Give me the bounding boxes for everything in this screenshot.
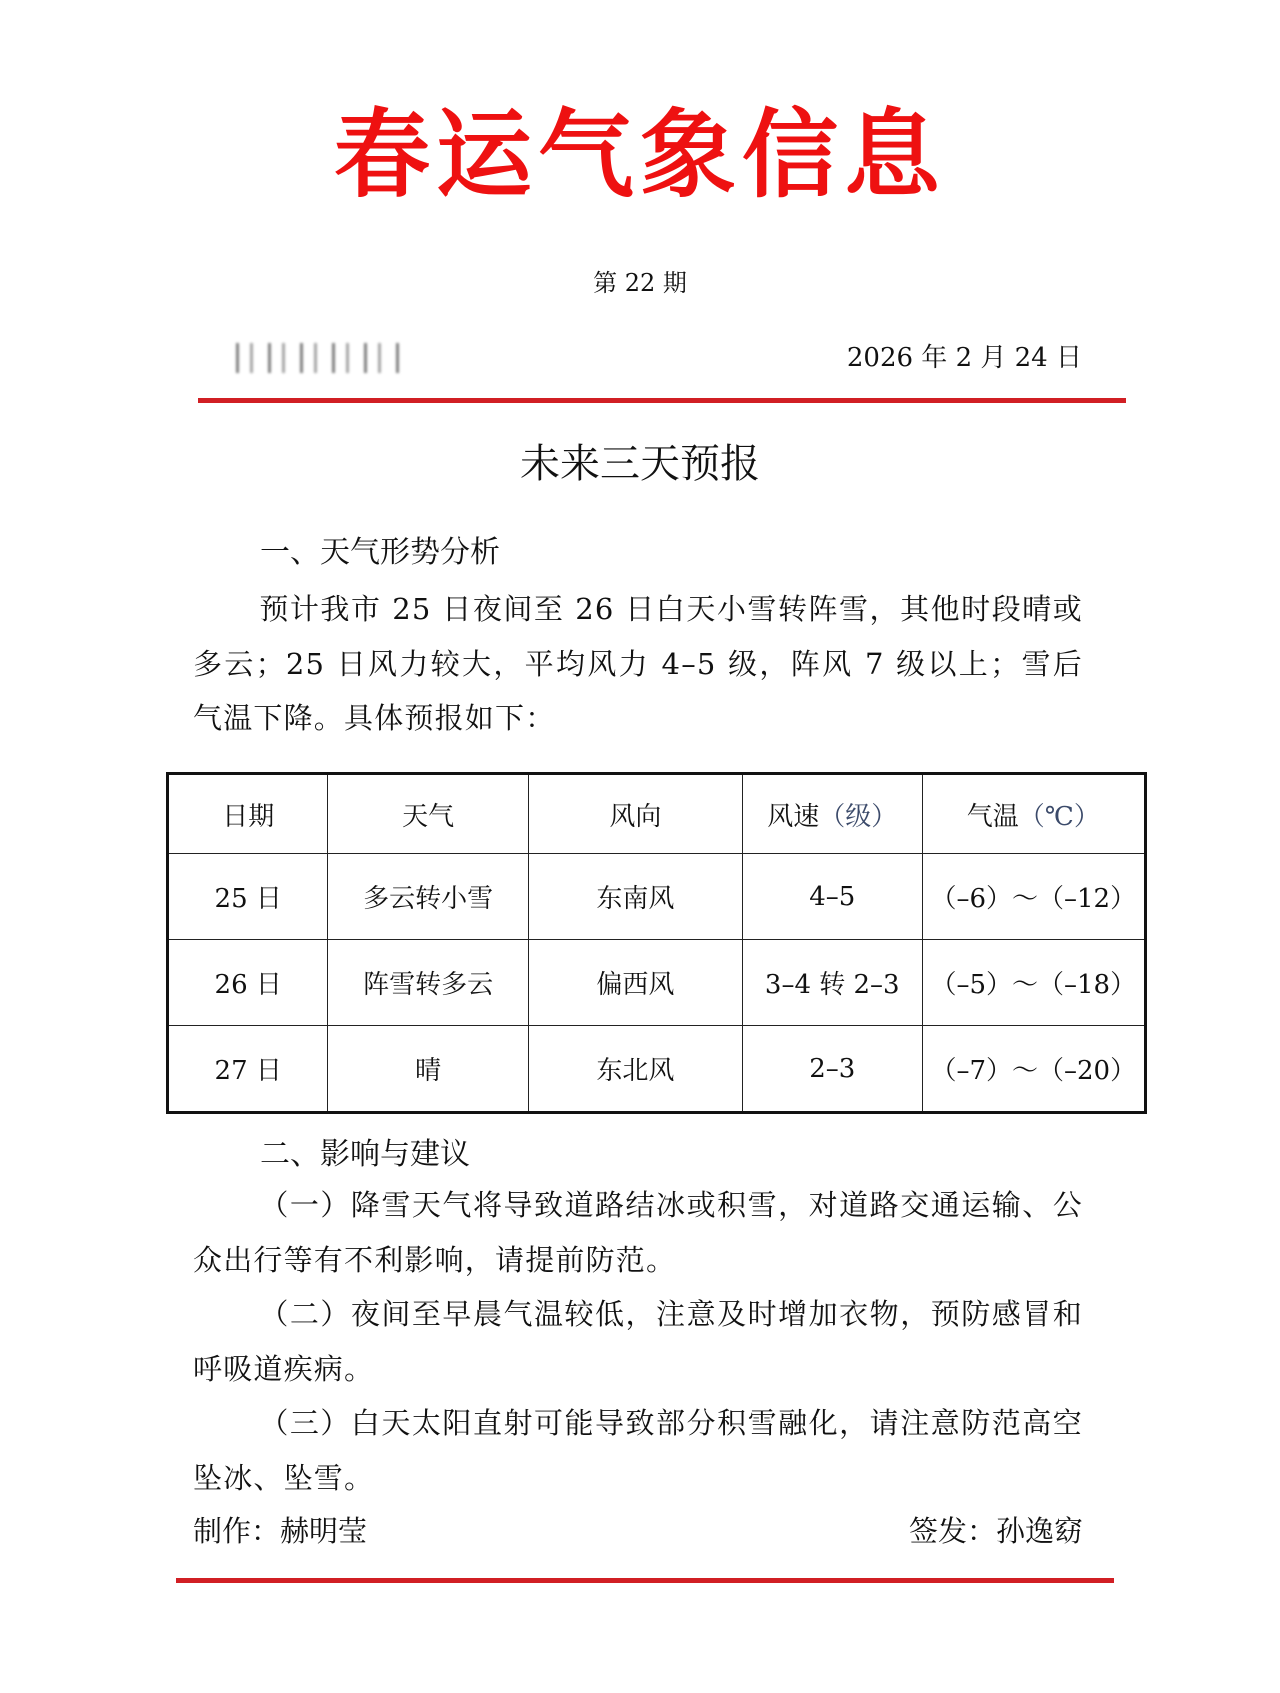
cell-date: 26 日: [168, 940, 328, 1026]
producer-signature: 制作：赫明莹: [193, 1514, 368, 1548]
section-heading-impacts: 二、影响与建议: [260, 1137, 470, 1172]
masthead-title: 春运气象信息: [334, 98, 946, 211]
section-heading-analysis: 一、天气形势分析: [260, 535, 500, 570]
header-temperature: 气温（℃）: [922, 774, 1145, 854]
cell-date: 25 日: [168, 854, 328, 940]
analysis-paragraph: [193, 582, 1083, 746]
table-row: [168, 854, 1146, 940]
cell-weather: 阵雪转多云: [328, 940, 528, 1026]
header-date: 日期: [168, 774, 328, 854]
cell-weather: 晴: [328, 1026, 528, 1113]
table-row: [168, 1026, 1146, 1113]
impact-item: （三）白天太阳直射可能导致部分积雪融化，请注意防范高空坠冰、坠雪。: [193, 1406, 1083, 1495]
cell-weather: 多云转小雪: [328, 854, 528, 940]
header-wind-speed: 风速（级）: [742, 774, 922, 854]
forecast-table: [166, 772, 1147, 1114]
header-red-rule: [198, 398, 1126, 403]
cell-wind-speed: 2–3: [742, 1026, 922, 1113]
cell-temperature: （–7）～（–20）: [922, 1026, 1145, 1113]
cell-wind-direction: 东北风: [528, 1026, 742, 1113]
table-row: [168, 940, 1146, 1026]
table-header-row: [168, 774, 1146, 854]
analysis-text: 预计我市 25 日夜间至 26 日白天小雪转阵雪，其他时段晴或多云；25 日风力较大，平均风力 4–5 级，阵风 7 级以上；雪后气温下降。具体预报如下：: [193, 592, 1083, 735]
redacted-org-name: [228, 343, 403, 373]
cell-date: 27 日: [168, 1026, 328, 1113]
cell-wind-speed: 4–5: [742, 854, 922, 940]
cell-wind-direction: 东南风: [528, 854, 742, 940]
impact-item: （二）夜间至早晨气温较低，注意及时增加衣物，预防感冒和呼吸道疾病。: [193, 1297, 1083, 1386]
document-title: 未来三天预报: [520, 441, 760, 487]
cell-wind-speed: 3–4 转 2–3: [742, 940, 922, 1026]
impact-item: （一）降雪天气将导致道路结冰或积雪，对道路交通运输、公众出行等有不利影响，请提前防范。: [193, 1188, 1083, 1277]
header-wind-direction: 风向: [528, 774, 742, 854]
footer-red-rule: [176, 1578, 1114, 1583]
issue-date: 2026 年 2 月 24 日: [846, 343, 1082, 373]
issue-number: 第 22 期: [593, 269, 687, 297]
cell-temperature: （–5）～（–18）: [922, 940, 1145, 1026]
header-weather: 天气: [328, 774, 528, 854]
cell-wind-direction: 偏西风: [528, 940, 742, 1026]
issuer-signature: 签发：孙逸窈: [908, 1514, 1083, 1548]
cell-temperature: （–6）～（–12）: [922, 854, 1145, 940]
impacts-list: [193, 1178, 1083, 1505]
